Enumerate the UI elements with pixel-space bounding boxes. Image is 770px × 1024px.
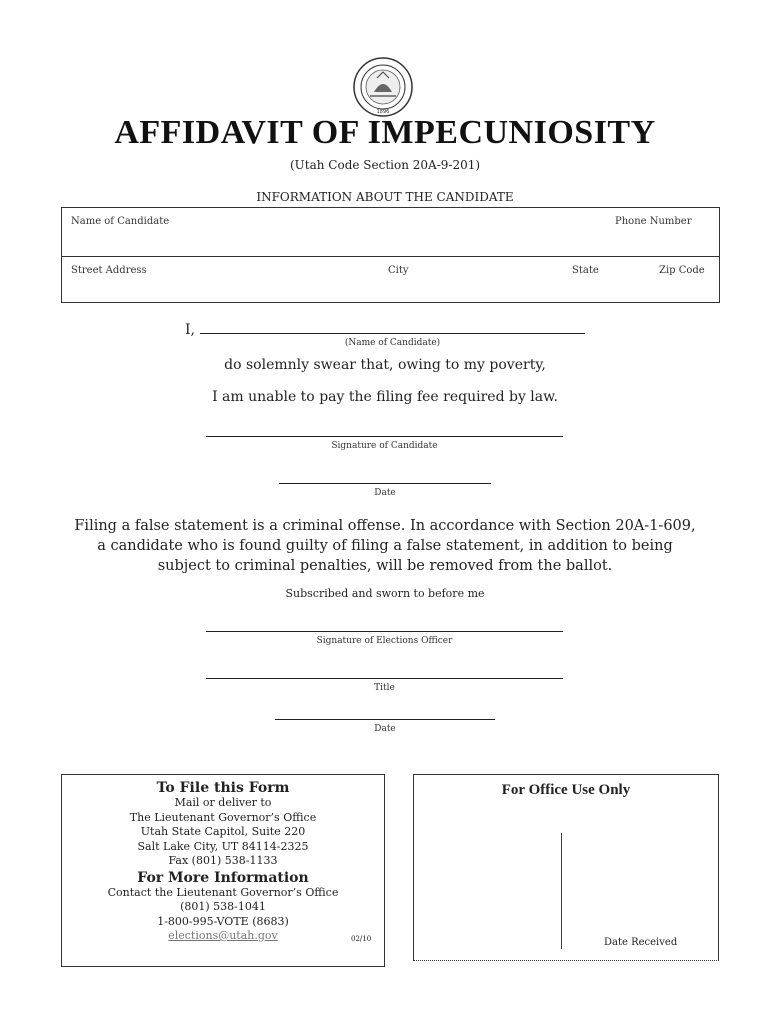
title-caption: Title xyxy=(374,683,395,693)
office-use-heading: For Office Use Only xyxy=(501,782,631,798)
date-received-label: Date Received xyxy=(604,937,678,948)
candidate-info-box xyxy=(61,207,720,303)
officer-signature-line[interactable] xyxy=(206,631,563,632)
candidate-date-line[interactable] xyxy=(279,483,491,484)
more-info-line: 1-800-995-VOTE (8683) xyxy=(157,914,289,928)
office-use-box xyxy=(413,774,719,961)
svg-text:1896: 1896 xyxy=(376,109,390,115)
warning-line-2: a candidate who is found guilty of filing a false statement, in addition to being xyxy=(97,538,673,554)
officer-date-caption: Date xyxy=(374,724,396,734)
city-field[interactable]: City xyxy=(388,265,409,276)
form-title: AFFIDAVIT OF IMPECUNIOSITY xyxy=(114,114,656,151)
officer-date-line[interactable] xyxy=(275,719,495,720)
candidate-name-line[interactable] xyxy=(200,333,585,334)
oath-prefix: I, xyxy=(185,322,195,338)
zip-code-field[interactable]: Zip Code xyxy=(659,265,705,276)
oath-line-2: I am unable to pay the filing fee required by law. xyxy=(212,389,558,405)
more-info-line: (801) 538-1041 xyxy=(180,900,266,913)
candidate-date-caption: Date xyxy=(374,488,396,498)
candidate-signature-line[interactable] xyxy=(206,436,563,437)
warning-line-3: subject to criminal penalties, will be removed from the ballot. xyxy=(157,558,613,574)
email-link[interactable]: elections@utah.gov xyxy=(168,929,278,942)
oath-line-1: do solemnly swear that, owing to my poverty, xyxy=(224,357,546,373)
title-line[interactable] xyxy=(206,678,563,679)
form-subtitle: (Utah Code Section 20A-9-201) xyxy=(289,158,481,172)
filing-line: The Lieutenant Governor’s Office xyxy=(129,810,317,824)
more-info-heading: For More Information xyxy=(137,869,309,886)
officer-signature-caption: Signature of Elections Officer xyxy=(316,636,453,646)
filing-line: Fax (801) 538-1133 xyxy=(168,854,278,867)
filing-line: Salt Lake City, UT 84114-2325 xyxy=(137,839,309,853)
filing-info-box xyxy=(61,774,385,967)
candidate-signature-caption: Signature of Candidate xyxy=(331,441,438,451)
filing-line: Mail or deliver to xyxy=(174,796,272,809)
name-of-candidate-field[interactable]: Name of Candidate xyxy=(71,216,170,227)
office-use-divider xyxy=(561,833,562,949)
utah-state-seal xyxy=(344,56,422,118)
filing-heading: To File this Form xyxy=(156,780,290,796)
warning-line-1: Filing a false statement is a criminal offense. In accordance with Section 20A-1-609, xyxy=(74,518,696,534)
false-statement-warning xyxy=(0,516,770,576)
sworn-text: Subscribed and sworn to before me xyxy=(285,587,485,600)
info-divider xyxy=(62,256,719,257)
filing-line: Utah State Capitol, Suite 220 xyxy=(140,825,306,838)
revision-date: 02/10 xyxy=(351,935,372,943)
state-field[interactable]: State xyxy=(572,265,599,276)
section-heading: INFORMATION ABOUT THE CANDIDATE xyxy=(256,190,514,204)
street-address-field[interactable]: Street Address xyxy=(71,265,147,276)
phone-number-field[interactable]: Phone Number xyxy=(615,216,692,227)
more-info-line: Contact the Lieutenant Governor’s Office xyxy=(107,885,339,899)
name-caption: (Name of Candidate) xyxy=(344,338,441,348)
